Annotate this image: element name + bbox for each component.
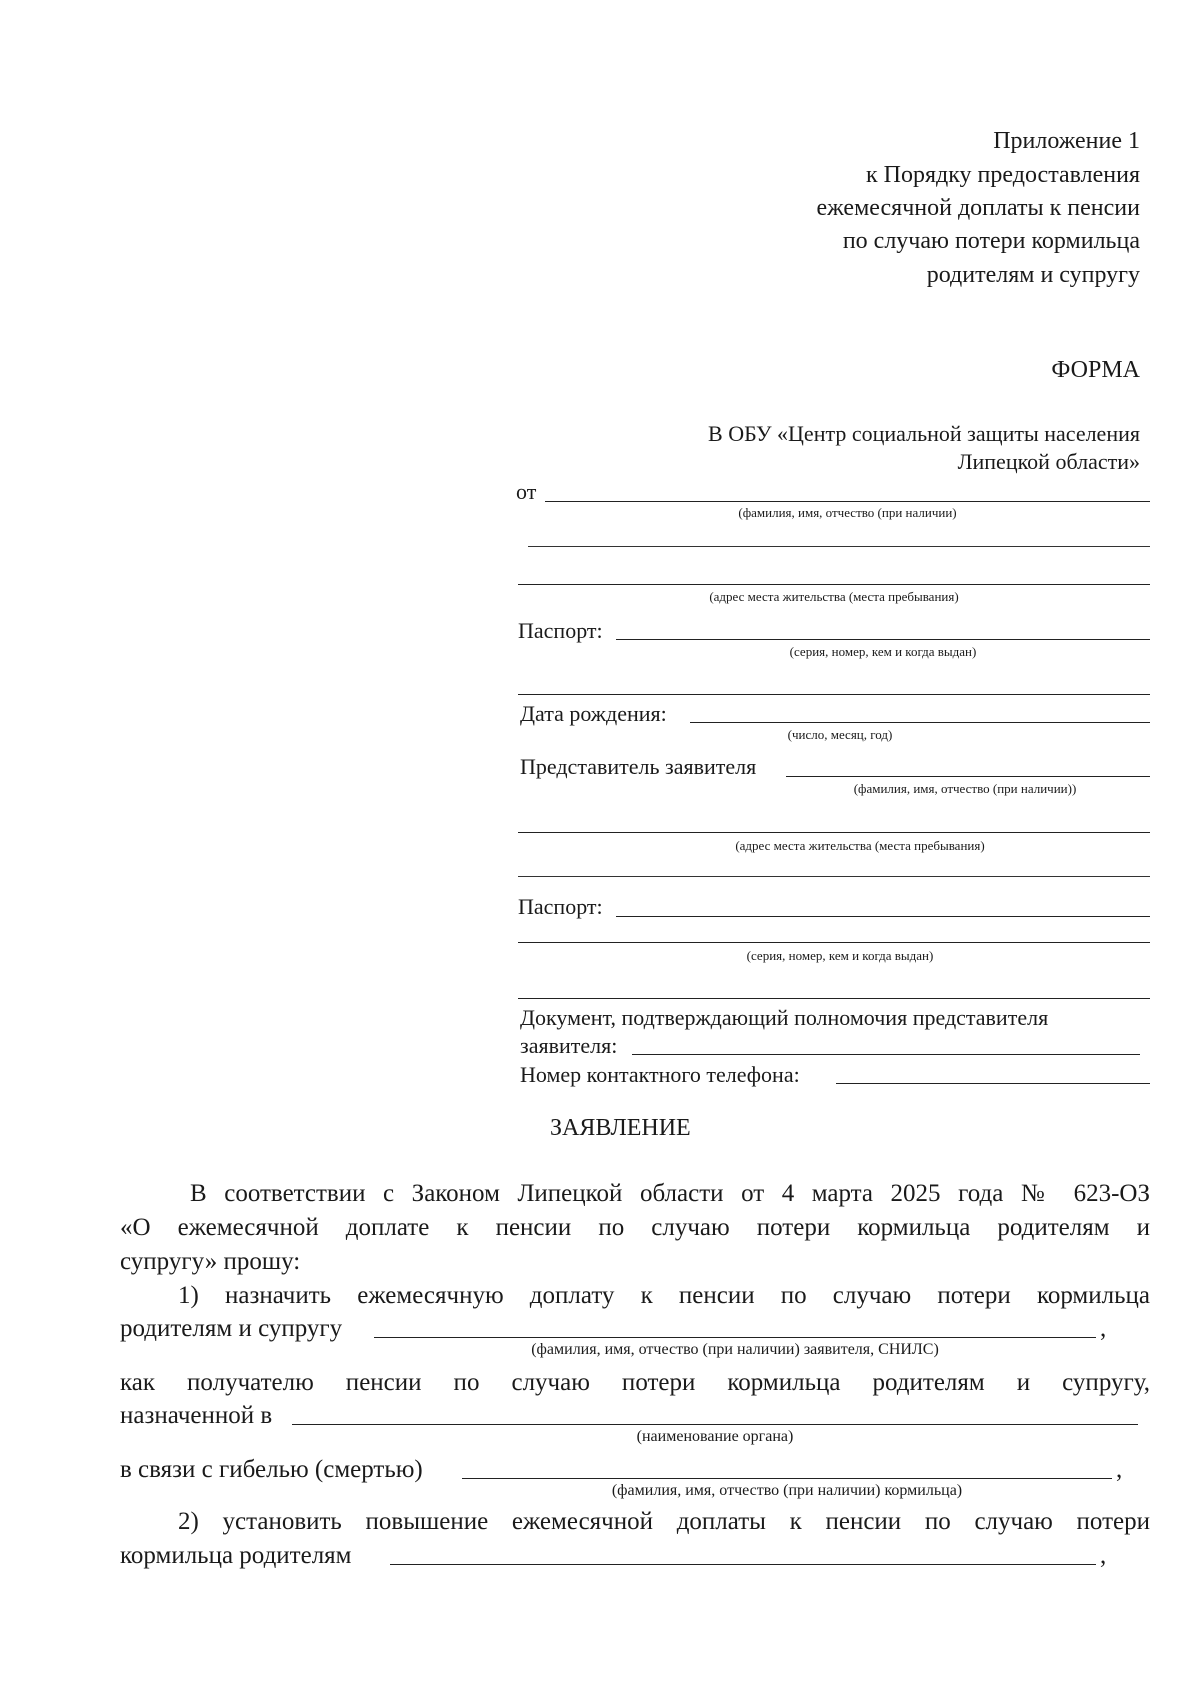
- item1-line-2: родителям и супругу: [120, 1315, 343, 1342]
- item2-line-2: кормильца родителям: [120, 1542, 352, 1569]
- document-label-line-1: Документ, подтверждающий полномочия представителя: [520, 1005, 1049, 1030]
- item1-applicant-input-line[interactable]: [374, 1337, 1096, 1338]
- item1-line-1: 1) назначить ежемесячную доплату к пенсии по случаю потери кормильца: [178, 1282, 1150, 1309]
- birth-label: Дата рождения:: [520, 701, 667, 726]
- from-input-line[interactable]: [545, 501, 1150, 502]
- birth-caption: (число, месяц, год): [787, 727, 893, 742]
- document-input-line[interactable]: [632, 1054, 1140, 1055]
- item1-caption: (фамилия, имя, отчество (при наличии) заявителя, СНИЛС): [531, 1341, 939, 1358]
- item1-comma: ,: [1100, 1315, 1107, 1342]
- addressee-line-2: Липецкой области»: [957, 449, 1140, 474]
- addressee-line-1: В ОБУ «Центр социальной защиты населения: [708, 421, 1140, 446]
- form-label: ФОРМА: [1051, 357, 1140, 383]
- from-caption: (фамилия, имя, отчество (при наличии): [738, 505, 957, 520]
- item2-line-1: 2) установить повышение ежемесячной доплаты к пенсии по случаю потери: [178, 1508, 1150, 1535]
- item2-comma: ,: [1100, 1542, 1107, 1569]
- item1-breadwinner-input-line[interactable]: [462, 1478, 1112, 1479]
- item1-line-5: в связи с гибелью (смертью): [120, 1456, 423, 1483]
- appendix-line-4: по случаю потери кормильца: [842, 228, 1140, 254]
- rep-passport-caption: (серия, номер, кем и когда выдан): [746, 948, 934, 963]
- from-label: от: [516, 479, 537, 504]
- item2-input-line[interactable]: [390, 1564, 1096, 1565]
- address-caption: (адрес места жительства (места пребывания): [709, 589, 959, 604]
- rep-passport-input-line-2[interactable]: [518, 942, 1150, 943]
- rep-address-input-line-1[interactable]: [518, 832, 1150, 833]
- passport-input-line[interactable]: [616, 639, 1150, 640]
- item1-caption-2: (наименование органа): [636, 1428, 794, 1445]
- statement-line-2: «О ежемесячной доплате к пенсии по случаю потери кормильца родителям и: [120, 1214, 1150, 1241]
- representative-input-line[interactable]: [786, 776, 1150, 777]
- item1-comma-2: ,: [1116, 1456, 1123, 1483]
- rep-address-caption: (адрес места жительства (места пребывания): [735, 838, 985, 853]
- appendix-line-1: Приложение 1: [993, 128, 1140, 154]
- item1-authority-input-line[interactable]: [292, 1424, 1138, 1425]
- statement-title: ЗАЯВЛЕНИЕ: [550, 1115, 691, 1141]
- passport-input-line-2[interactable]: [518, 694, 1150, 695]
- phone-input-line[interactable]: [836, 1083, 1150, 1084]
- birth-input-line[interactable]: [690, 722, 1150, 723]
- appendix-line-5: родителям и супругу: [926, 262, 1140, 288]
- rep-passport-label: Паспорт:: [518, 894, 603, 919]
- passport-label: Паспорт:: [518, 618, 603, 643]
- address-input-line-1[interactable]: [528, 546, 1150, 547]
- representative-label: Представитель заявителя: [520, 754, 757, 779]
- statement-line-3: супругу» прошу:: [120, 1248, 301, 1275]
- passport-caption: (серия, номер, кем и когда выдан): [789, 644, 977, 659]
- statement-line-1: В соответствии с Законом Липецкой области от 4 марта 2025 года № 623-ОЗ: [190, 1180, 1150, 1207]
- address-input-line-2[interactable]: [518, 584, 1150, 585]
- document-label-line-2: заявителя:: [520, 1033, 618, 1058]
- item1-caption-3: (фамилия, имя, отчество (при наличии) кормильца): [611, 1482, 963, 1499]
- appendix-line-3: ежемесячной доплаты к пенсии: [816, 195, 1140, 221]
- item1-line-4: назначенной в: [120, 1402, 273, 1429]
- rep-address-input-line-2[interactable]: [518, 876, 1150, 877]
- rep-passport-input-line[interactable]: [616, 916, 1150, 917]
- appendix-line-2: к Порядку предоставления: [865, 162, 1140, 188]
- rep-passport-input-line-3[interactable]: [518, 998, 1150, 999]
- representative-caption: (фамилия, имя, отчество (при наличии)): [853, 781, 1077, 796]
- item1-line-3: как получателю пенсии по случаю потери кормильца родителям и супругу,: [120, 1369, 1150, 1396]
- phone-label: Номер контактного телефона:: [520, 1062, 800, 1087]
